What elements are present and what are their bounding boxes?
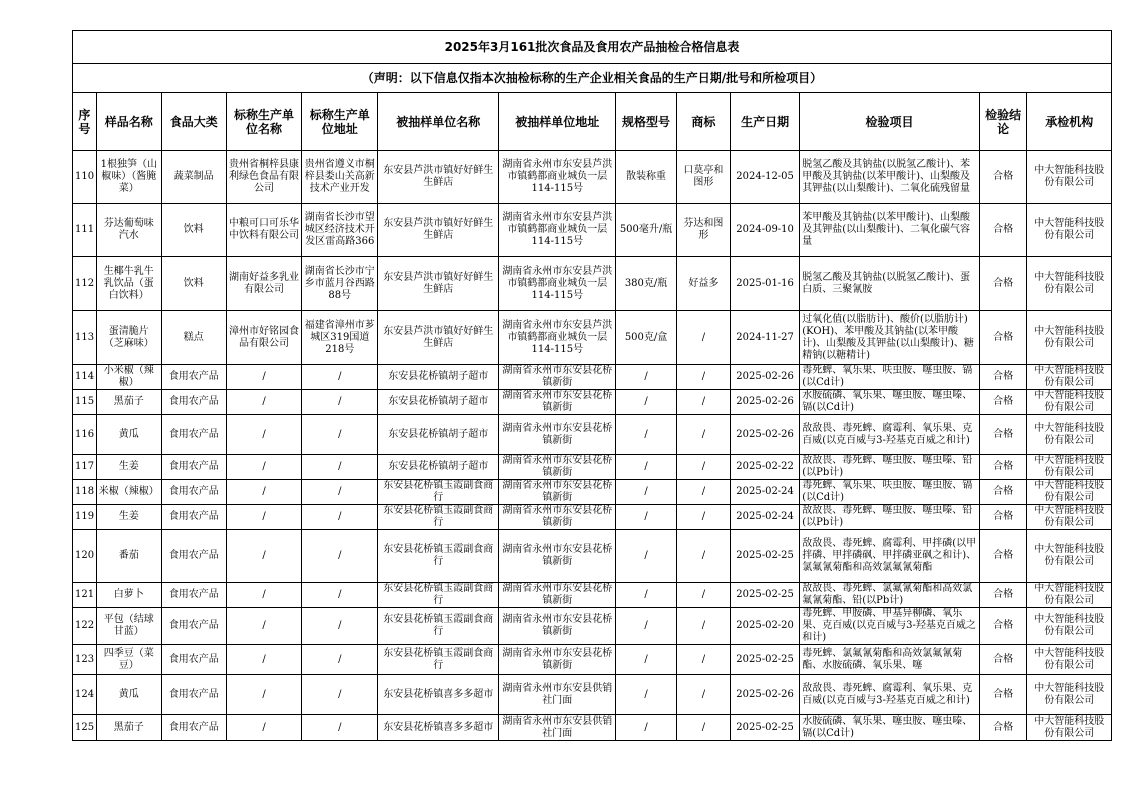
cell-unit-addr: 湖南省永州市东安县芦洪市镇鹤都商业城负一层114-115号 <box>499 257 616 311</box>
cell-spec: / <box>616 390 677 415</box>
cell-name: 蛋清脆片（芝麻味） <box>96 311 161 365</box>
cell-date: 2025-02-25 <box>730 583 799 608</box>
cell-items: 脱氢乙酸及其钠盐(以脱氢乙酸计)、苯甲酸及其钠盐(以苯甲酸计)、山梨酸及其钾盐(以山梨酸计)、二氧化硫残留量 <box>800 151 980 204</box>
cell-maker-addr: / <box>302 715 378 741</box>
cell-unit-addr: 湖南省永州市东安县花桥镇新街 <box>499 480 616 505</box>
cell-cat: 食用农产品 <box>161 455 226 480</box>
cell-cat: 食用农产品 <box>161 608 226 645</box>
cell-spec: 500克/盒 <box>616 311 677 365</box>
header-maker-address: 标称生产单位地址 <box>302 93 378 151</box>
cell-brand: / <box>676 583 730 608</box>
cell-maker-addr: / <box>302 415 378 455</box>
table-row <box>73 204 1112 257</box>
table-row <box>73 715 1112 741</box>
cell-maker: / <box>226 608 302 645</box>
cell-unit-addr: 湖南省永州市东安县花桥镇新街 <box>499 415 616 455</box>
cell-items: 敌敌畏、毒死蜱、噻虫胺、噻虫嗪、铅(以Pb计) <box>800 455 980 480</box>
cell-date: 2025-02-26 <box>730 415 799 455</box>
cell-spec: 500毫升/瓶 <box>616 204 677 257</box>
cell-unit-addr: 湖南省永州市东安县芦洪市镇鹤都商业城负一层114-115号 <box>499 311 616 365</box>
cell-unit: 东安县花桥镇玉霞副食商行 <box>378 505 499 530</box>
cell-maker: / <box>226 365 302 390</box>
cell-unit: 东安县花桥镇胡子超市 <box>378 365 499 390</box>
cell-cat: 食用农产品 <box>161 675 226 715</box>
cell-brand: 好益多 <box>676 257 730 311</box>
cell-date: 2025-02-25 <box>730 645 799 675</box>
cell-spec: / <box>616 583 677 608</box>
table-row <box>73 257 1112 311</box>
cell-name: 黑茄子 <box>96 715 161 741</box>
cell-no: 114 <box>73 365 97 390</box>
cell-items: 苯甲酸及其钠盐(以苯甲酸计)、山梨酸及其钾盐(以山梨酸计)、二氧化碳气容量 <box>800 204 980 257</box>
inspection-table <box>72 30 1112 741</box>
cell-cat: 糕点 <box>161 311 226 365</box>
cell-result: 合格 <box>979 204 1027 257</box>
header-sampled-unit: 被抽样单位名称 <box>378 93 499 151</box>
cell-lab: 中大智能科技股份有限公司 <box>1027 530 1112 583</box>
cell-spec: 380克/瓶 <box>616 257 677 311</box>
cell-brand: / <box>676 415 730 455</box>
cell-lab: 中大智能科技股份有限公司 <box>1027 257 1112 311</box>
cell-maker-addr: / <box>302 505 378 530</box>
cell-no: 115 <box>73 390 97 415</box>
cell-cat: 食用农产品 <box>161 715 226 741</box>
cell-unit-addr: 湖南省永州市东安县供销社门面 <box>499 675 616 715</box>
cell-unit: 东安县花桥镇喜多多超市 <box>378 675 499 715</box>
cell-brand: / <box>676 645 730 675</box>
cell-items: 毒死蜱、氧乐果、呋虫胺、噻虫胺、镉(以Cd计) <box>800 480 980 505</box>
cell-spec: / <box>616 480 677 505</box>
header-maker: 标称生产单位名称 <box>226 93 302 151</box>
cell-no: 116 <box>73 415 97 455</box>
cell-name: 生姜 <box>96 455 161 480</box>
cell-unit-addr: 湖南省永州市东安县花桥镇新街 <box>499 530 616 583</box>
cell-result: 合格 <box>979 365 1027 390</box>
cell-unit-addr: 湖南省永州市东安县花桥镇新街 <box>499 608 616 645</box>
cell-maker: / <box>226 715 302 741</box>
header-lab: 承检机构 <box>1027 93 1112 151</box>
cell-lab: 中大智能科技股份有限公司 <box>1027 608 1112 645</box>
cell-cat: 饮料 <box>161 204 226 257</box>
cell-no: 119 <box>73 505 97 530</box>
cell-items: 毒死蜱、氧乐果、呋虫胺、噻虫胺、镉(以Cd计) <box>800 365 980 390</box>
cell-no: 122 <box>73 608 97 645</box>
cell-maker-addr: 湖南省长沙市宁乡市蓝月谷西路88号 <box>302 257 378 311</box>
cell-no: 117 <box>73 455 97 480</box>
cell-date: 2025-02-26 <box>730 365 799 390</box>
cell-date: 2025-02-24 <box>730 505 799 530</box>
cell-result: 合格 <box>979 480 1027 505</box>
cell-result: 合格 <box>979 415 1027 455</box>
cell-name: 四季豆（菜豆） <box>96 645 161 675</box>
cell-lab: 中大智能科技股份有限公司 <box>1027 151 1112 204</box>
cell-maker-addr: 福建省漳州市芗城区319国道218号 <box>302 311 378 365</box>
table-body <box>73 151 1112 741</box>
cell-no: 111 <box>73 204 97 257</box>
cell-spec: / <box>616 455 677 480</box>
cell-no: 110 <box>73 151 97 204</box>
cell-spec: / <box>616 608 677 645</box>
cell-name: 平包（结球甘蓝） <box>96 608 161 645</box>
header-sampled-address: 被抽样单位地址 <box>499 93 616 151</box>
cell-no: 112 <box>73 257 97 311</box>
cell-name: 生姜 <box>96 505 161 530</box>
cell-result: 合格 <box>979 257 1027 311</box>
table-row <box>73 505 1112 530</box>
cell-spec: / <box>616 365 677 390</box>
cell-lab: 中大智能科技股份有限公司 <box>1027 505 1112 530</box>
cell-unit: 东安县花桥镇玉霞副食商行 <box>378 480 499 505</box>
table-row <box>73 645 1112 675</box>
cell-unit: 东安县花桥镇胡子超市 <box>378 415 499 455</box>
table-row <box>73 365 1112 390</box>
cell-items: 敌敌畏、毒死蜱、腐霉利、甲拌磷(以甲拌磷、甲拌磷砜、甲拌磷亚砜之和计)、氯氟氰菊酯和高效氯氟氰菊酯 <box>800 530 980 583</box>
table-note: （声明：以下信息仅指本次抽检标称的生产企业相关食品的生产日期/批号和所检项目） <box>73 64 1112 93</box>
cell-date: 2025-02-25 <box>730 530 799 583</box>
header-spec: 规格型号 <box>616 93 677 151</box>
cell-unit: 东安县花桥镇玉霞副食商行 <box>378 530 499 583</box>
header-items: 检验项目 <box>800 93 980 151</box>
header-date: 生产日期 <box>730 93 799 151</box>
table-row <box>73 675 1112 715</box>
cell-unit-addr: 湖南省永州市东安县花桥镇新街 <box>499 505 616 530</box>
cell-brand: / <box>676 390 730 415</box>
cell-unit: 东安县花桥镇胡子超市 <box>378 390 499 415</box>
cell-unit: 东安县芦洪市镇好好鲜生生鲜店 <box>378 151 499 204</box>
cell-brand: / <box>676 455 730 480</box>
cell-maker-addr: / <box>302 583 378 608</box>
cell-brand: 口莫亭和图形 <box>676 151 730 204</box>
cell-unit: 东安县芦洪市镇好好鲜生生鲜店 <box>378 204 499 257</box>
cell-items: 敌敌畏、毒死蜱、氯氟氰菊酯和高效氯氟氰菊酯、铅(以Pb计) <box>800 583 980 608</box>
cell-lab: 中大智能科技股份有限公司 <box>1027 311 1112 365</box>
cell-unit: 东安县花桥镇玉霞副食商行 <box>378 645 499 675</box>
cell-cat: 食用农产品 <box>161 645 226 675</box>
cell-brand: / <box>676 608 730 645</box>
cell-brand: / <box>676 715 730 741</box>
header-row <box>73 93 1112 151</box>
cell-maker-addr: / <box>302 455 378 480</box>
cell-lab: 中大智能科技股份有限公司 <box>1027 365 1112 390</box>
cell-cat: 食用农产品 <box>161 505 226 530</box>
table-row <box>73 415 1112 455</box>
cell-spec: / <box>616 415 677 455</box>
cell-maker: 贵州省桐梓县康利绿色食品有限公司 <box>226 151 302 204</box>
cell-maker-addr: / <box>302 645 378 675</box>
cell-spec: / <box>616 530 677 583</box>
cell-items: 敌敌畏、毒死蜱、腐霉利、氧乐果、克百威(以克百威与3-羟基克百威之和计) <box>800 415 980 455</box>
cell-no: 123 <box>73 645 97 675</box>
cell-unit: 东安县芦洪市镇好好鲜生生鲜店 <box>378 311 499 365</box>
cell-name: 黄瓜 <box>96 675 161 715</box>
cell-spec: / <box>616 505 677 530</box>
cell-maker: / <box>226 645 302 675</box>
cell-name: 米椒（辣椒） <box>96 480 161 505</box>
cell-name: 黄瓜 <box>96 415 161 455</box>
cell-maker-addr: 贵州省遵义市桐梓县娄山关高新技术产业开发 <box>302 151 378 204</box>
cell-result: 合格 <box>979 675 1027 715</box>
cell-unit: 东安县花桥镇玉霞副食商行 <box>378 608 499 645</box>
cell-lab: 中大智能科技股份有限公司 <box>1027 715 1112 741</box>
cell-brand: / <box>676 675 730 715</box>
cell-no: 121 <box>73 583 97 608</box>
cell-maker-addr: / <box>302 675 378 715</box>
cell-lab: 中大智能科技股份有限公司 <box>1027 415 1112 455</box>
cell-name: 1根独笋（山椒味）（酱腌菜） <box>96 151 161 204</box>
cell-name: 白萝卜 <box>96 583 161 608</box>
table-row <box>73 311 1112 365</box>
cell-cat: 食用农产品 <box>161 415 226 455</box>
cell-spec: 散装称重 <box>616 151 677 204</box>
cell-unit-addr: 湖南省永州市东安县花桥镇新街 <box>499 455 616 480</box>
cell-items: 毒死蜱、氯氟氰菊酯和高效氯氟氰菊酯、水胺硫磷、氧乐果、噻 <box>800 645 980 675</box>
cell-no: 124 <box>73 675 97 715</box>
header-no: 序号 <box>73 93 97 151</box>
cell-maker-addr: / <box>302 390 378 415</box>
cell-result: 合格 <box>979 715 1027 741</box>
cell-maker-addr: 湖南省长沙市望城区经济技术开发区雷高路366 <box>302 204 378 257</box>
cell-items: 敌敌畏、毒死蜱、噻虫胺、噻虫嗪、铅(以Pb计) <box>800 505 980 530</box>
cell-unit-addr: 湖南省永州市东安县供销社门面 <box>499 715 616 741</box>
cell-unit-addr: 湖南省永州市东安县花桥镇新街 <box>499 645 616 675</box>
cell-result: 合格 <box>979 390 1027 415</box>
table-row <box>73 151 1112 204</box>
cell-maker: / <box>226 530 302 583</box>
cell-maker: / <box>226 675 302 715</box>
cell-spec: / <box>616 715 677 741</box>
cell-result: 合格 <box>979 455 1027 480</box>
cell-maker: / <box>226 480 302 505</box>
cell-no: 118 <box>73 480 97 505</box>
cell-result: 合格 <box>979 530 1027 583</box>
cell-date: 2025-02-25 <box>730 715 799 741</box>
cell-result: 合格 <box>979 151 1027 204</box>
cell-items: 毒死蜱、甲胺磷、甲基异柳磷、氧乐果、克百威(以克百威与3-羟基克百威之和计) <box>800 608 980 645</box>
cell-name: 番茄 <box>96 530 161 583</box>
cell-spec: / <box>616 645 677 675</box>
table-row <box>73 583 1112 608</box>
cell-cat: 食用农产品 <box>161 480 226 505</box>
cell-items: 水胺硫磷、氧乐果、噻虫胺、噻虫嗪、镉(以Cd计) <box>800 390 980 415</box>
cell-name: 生椰牛乳牛乳饮品（蛋白饮料） <box>96 257 161 311</box>
cell-brand: / <box>676 480 730 505</box>
cell-maker-addr: / <box>302 608 378 645</box>
cell-unit: 东安县芦洪市镇好好鲜生生鲜店 <box>378 257 499 311</box>
table-row <box>73 480 1112 505</box>
cell-result: 合格 <box>979 645 1027 675</box>
cell-cat: 食用农产品 <box>161 583 226 608</box>
cell-unit: 东安县花桥镇玉霞副食商行 <box>378 583 499 608</box>
cell-cat: 食用农产品 <box>161 390 226 415</box>
cell-date: 2025-02-26 <box>730 675 799 715</box>
cell-brand: / <box>676 311 730 365</box>
cell-items: 敌敌畏、毒死蜱、腐霉利、氧乐果、克百威(以克百威与3-羟基克百威之和计) <box>800 675 980 715</box>
header-category: 食品大类 <box>161 93 226 151</box>
cell-date: 2024-12-05 <box>730 151 799 204</box>
table-row <box>73 390 1112 415</box>
cell-unit: 东安县花桥镇胡子超市 <box>378 455 499 480</box>
cell-no: 113 <box>73 311 97 365</box>
cell-unit-addr: 湖南省永州市东安县芦洪市镇鹤都商业城负一层114-115号 <box>499 151 616 204</box>
table-row <box>73 608 1112 645</box>
cell-name: 黑茄子 <box>96 390 161 415</box>
table-title: 2025年3月161批次食品及食用农产品抽检合格信息表 <box>73 31 1112 64</box>
cell-date: 2025-02-24 <box>730 480 799 505</box>
cell-date: 2025-02-20 <box>730 608 799 645</box>
cell-date: 2025-01-16 <box>730 257 799 311</box>
cell-brand: / <box>676 530 730 583</box>
cell-date: 2025-02-22 <box>730 455 799 480</box>
cell-unit-addr: 湖南省永州市东安县花桥镇新街 <box>499 365 616 390</box>
table-row <box>73 530 1112 583</box>
cell-lab: 中大智能科技股份有限公司 <box>1027 645 1112 675</box>
cell-lab: 中大智能科技股份有限公司 <box>1027 455 1112 480</box>
cell-unit-addr: 湖南省永州市东安县花桥镇新街 <box>499 390 616 415</box>
cell-maker: / <box>226 415 302 455</box>
cell-result: 合格 <box>979 608 1027 645</box>
cell-name: 芬达葡萄味汽水 <box>96 204 161 257</box>
cell-items: 过氧化值(以脂肪计)、酸价(以脂肪计)(KOH)、苯甲酸及其钠盐(以苯甲酸计)、山梨酸及其钾盐(以山梨酸计)、糖精钠(以糖精计) <box>800 311 980 365</box>
cell-spec: / <box>616 675 677 715</box>
cell-cat: 蔬菜制品 <box>161 151 226 204</box>
cell-maker: 湖南好益多乳业有限公司 <box>226 257 302 311</box>
header-name: 样品名称 <box>96 93 161 151</box>
cell-no: 125 <box>73 715 97 741</box>
cell-result: 合格 <box>979 583 1027 608</box>
cell-maker: / <box>226 505 302 530</box>
cell-maker: 中粮可口可乐华中饮料有限公司 <box>226 204 302 257</box>
cell-items: 脱氢乙酸及其钠盐(以脱氢乙酸计)、蛋白质、三聚氰胺 <box>800 257 980 311</box>
cell-date: 2024-11-27 <box>730 311 799 365</box>
cell-date: 2024-09-10 <box>730 204 799 257</box>
cell-name: 小米椒（辣椒） <box>96 365 161 390</box>
cell-no: 120 <box>73 530 97 583</box>
cell-maker-addr: / <box>302 480 378 505</box>
cell-items: 水胺硫磷、氧乐果、噻虫胺、噻虫嗪、镉(以Cd计) <box>800 715 980 741</box>
cell-brand: 芬达和图形 <box>676 204 730 257</box>
cell-cat: 食用农产品 <box>161 365 226 390</box>
cell-maker-addr: / <box>302 530 378 583</box>
cell-lab: 中大智能科技股份有限公司 <box>1027 390 1112 415</box>
cell-maker: / <box>226 455 302 480</box>
cell-unit-addr: 湖南省永州市东安县花桥镇新街 <box>499 583 616 608</box>
cell-result: 合格 <box>979 311 1027 365</box>
cell-unit-addr: 湖南省永州市东安县芦洪市镇鹤都商业城负一层114-115号 <box>499 204 616 257</box>
cell-maker: 漳州市好铭园食品有限公司 <box>226 311 302 365</box>
cell-maker: / <box>226 390 302 415</box>
cell-lab: 中大智能科技股份有限公司 <box>1027 480 1112 505</box>
cell-unit: 东安县花桥镇喜多多超市 <box>378 715 499 741</box>
cell-lab: 中大智能科技股份有限公司 <box>1027 583 1112 608</box>
cell-maker-addr: / <box>302 365 378 390</box>
cell-maker: / <box>226 583 302 608</box>
cell-cat: 食用农产品 <box>161 530 226 583</box>
cell-brand: / <box>676 365 730 390</box>
cell-lab: 中大智能科技股份有限公司 <box>1027 204 1112 257</box>
cell-result: 合格 <box>979 505 1027 530</box>
header-result: 检验结论 <box>979 93 1027 151</box>
cell-lab: 中大智能科技股份有限公司 <box>1027 675 1112 715</box>
cell-brand: / <box>676 505 730 530</box>
cell-date: 2025-02-26 <box>730 390 799 415</box>
cell-cat: 饮料 <box>161 257 226 311</box>
header-brand: 商标 <box>676 93 730 151</box>
table-row <box>73 455 1112 480</box>
